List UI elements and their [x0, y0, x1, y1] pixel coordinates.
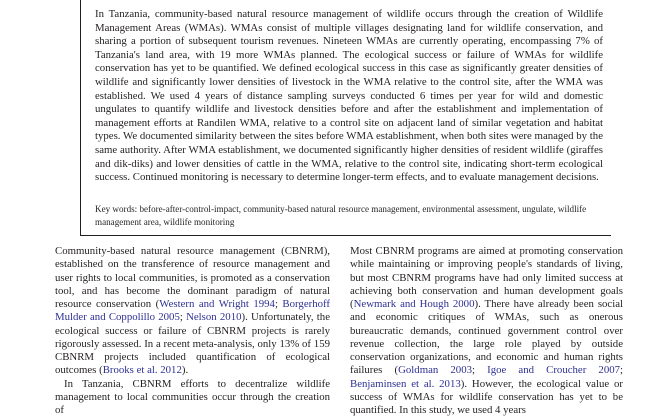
- text-run: ). There have already been social and economic critiques of WMAs, such as onerous bureaucratic demands, continued government control over revenue collection, the large role played by outside conservation organizations, and economic and human rights failures (: [350, 298, 623, 376]
- abstract-text: In Tanzania, community-based natural resource management of wildlife occurs through the creation of Wildlife Management Areas (WMAs). WMAs consist of multiple villages designating land for wildlife conservation, and sharing a portion of subsequent tourism revenues. Nineteen WMAs are currently operating, encompassing 7% of Tanzania's land area, with 19 more WMAs planned. The ecological success or failure of WMAs for wildlife conservation has yet to be quantified. We defined ecological success in this case as significantly greater densities of wildlife and significantly lower densities of livestock in the WMA relative to the control site, after the WMA was established. We used 4 years of distance sampling surveys conducted 6 times per year for wild and domestic ungulates to quantify wildlife and livestock densities before and after the establishment and implementation of management efforts at Randilen WMA, relative to a control site on adjacent land of similar vegetation and habitat types. We documented similarity between the sites before WMA establishment, when both sites were managed by the same authority. After WMA establishment, we documented significantly higher densities of resident wildlife (giraffes and dik-diks) and lower densities of cattle in the WMA, relative to the control site, indicating short-term ecological success. Continued monitoring is necessary to determine longer-term effects, and to evaluate management decisions.: [95, 8, 603, 185]
- text-run: ;: [472, 364, 487, 376]
- citation-link[interactable]: Brooks et al. 2012: [103, 364, 182, 376]
- citation-link[interactable]: Goldman 2003: [398, 364, 472, 376]
- citation-link[interactable]: Igoe and Croucher 2007: [487, 364, 620, 376]
- body-column-right: [350, 245, 623, 417]
- text-run: ). Unfortunately, the ecological success or failure of CBNRM projects is rarely rigorously assessed. In a recent meta-analysis, only 13% of 159 CBNRM projects included quantification of ecological outcomes (: [55, 311, 330, 376]
- text-run: ;: [180, 311, 186, 323]
- intro-paragraph-2: In Tanzania, CBNRM efforts to decentralize wildlife management to local communities occur through the creation of: [55, 378, 330, 417]
- citation-link[interactable]: Benjaminsen et al. 2013: [350, 378, 461, 390]
- text-run: Most CBNRM programs are aimed at promoting conservation while maintaining or improving people's standards of living, but most CBNRM programs have had only limited success at achieving both conservation and human development goals (: [350, 245, 623, 310]
- citation-link[interactable]: Nelson 2010: [186, 311, 241, 323]
- intro-paragraph-1: [55, 245, 330, 378]
- text-run: ). However, the ecological value or success of WMAs for wildlife conservation has yet to be quantified. In this study, we used 4 years: [350, 378, 623, 417]
- body-column-left: [55, 245, 330, 417]
- citation-link[interactable]: Newmark and Hough 2000: [354, 298, 475, 310]
- citation-link[interactable]: Borgerhoff Mulder and Coppolillo 2005: [55, 298, 330, 323]
- text-run: ;: [620, 364, 623, 376]
- keywords-line: Key words: before-after-control-impact, community-based natural resource management, environmental assessment, ungulate, wildlife management area, wildlife monitoring: [95, 203, 605, 229]
- text-run: ).: [182, 364, 188, 376]
- text-run: Community-based natural resource management (CBNRM), established on the transference of resource management and user rights to local communities, is promoted as a conservation tool, and has become the dominant paradigm of natural resource conservation (: [55, 245, 330, 310]
- intro-paragraph-3: [350, 245, 623, 417]
- text-run: ;: [275, 298, 282, 310]
- citation-link[interactable]: Western and Wright 1994: [159, 298, 275, 310]
